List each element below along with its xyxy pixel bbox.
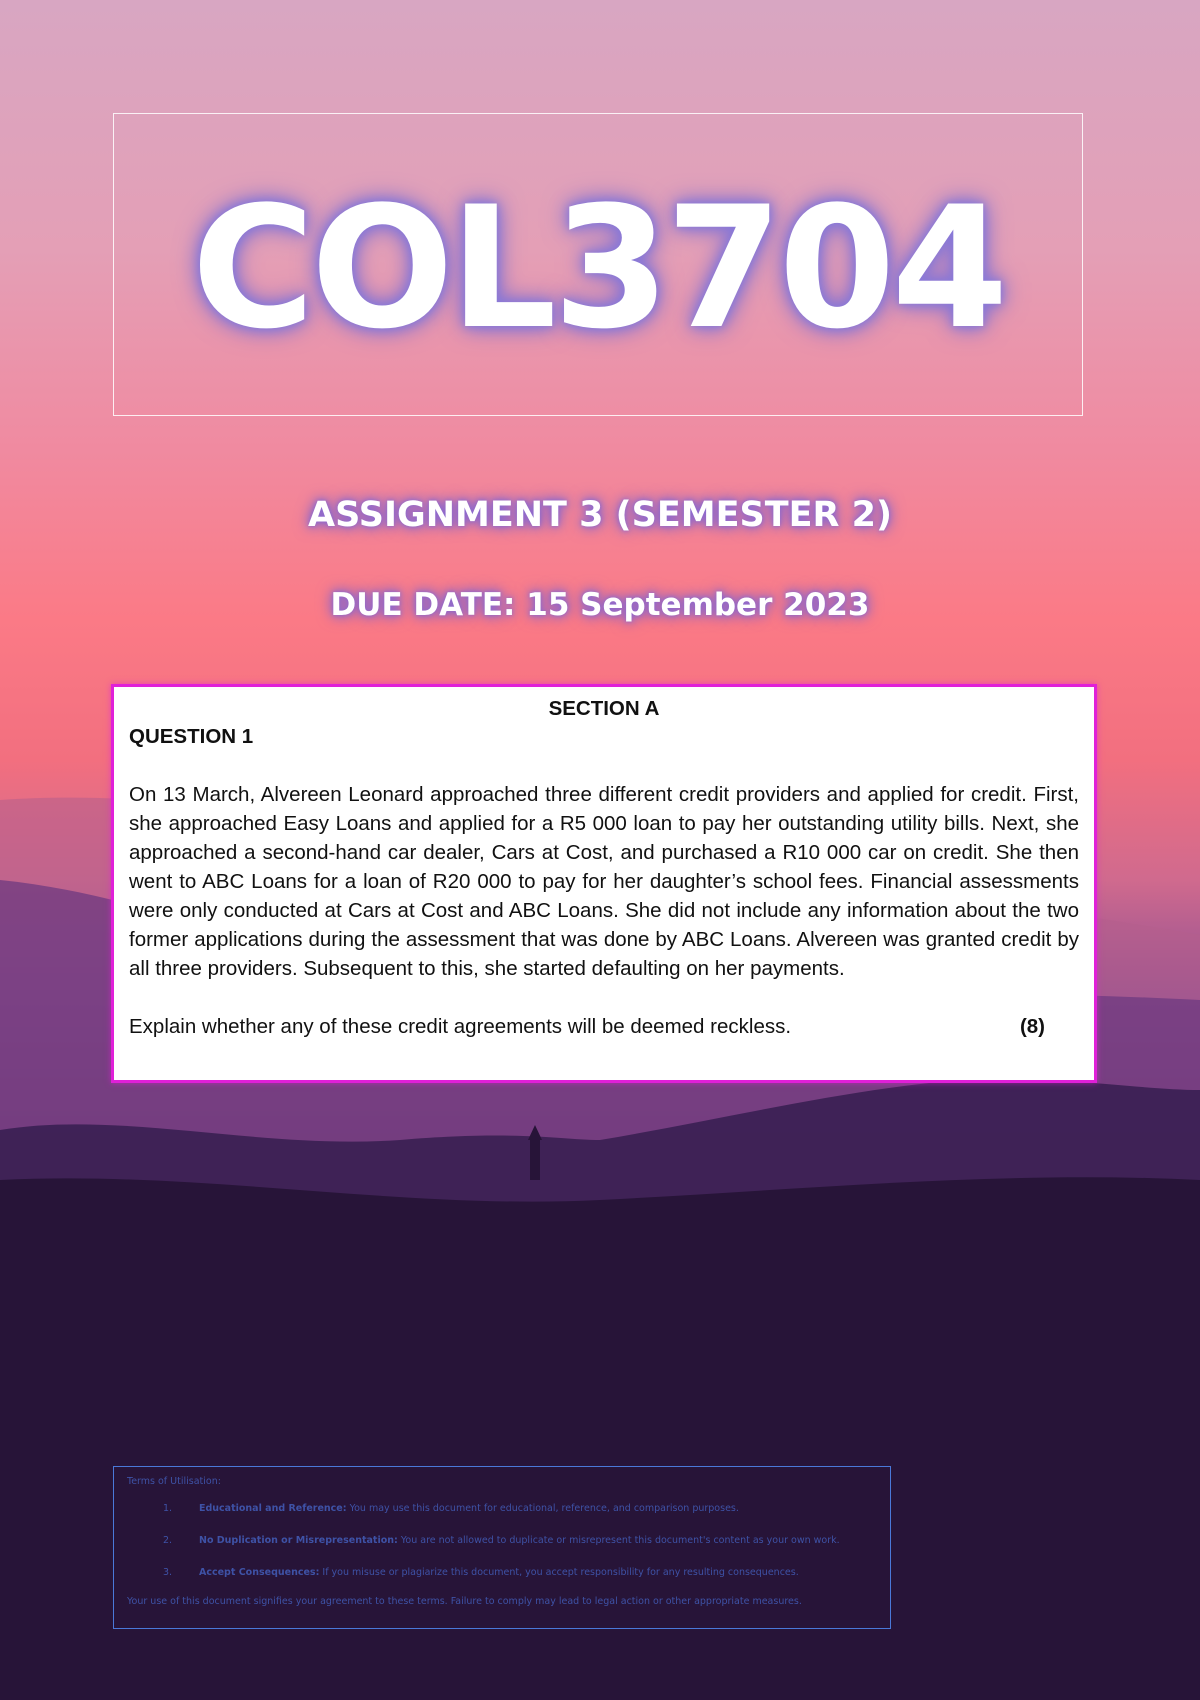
section-title: SECTION A xyxy=(548,697,660,720)
question-prompt: Explain whether any of these credit agreements will be deemed reckless. xyxy=(129,1015,792,1038)
question-prompt-row xyxy=(129,1012,1079,1041)
terms-item-description: If you misuse or plagiarize this document, you accept responsibility for any resulting consequences. xyxy=(319,1567,799,1578)
terms-item-title: No Duplication or Misrepresentation: xyxy=(199,1535,398,1546)
terms-footer: Your use of this document signifies your agreement to these terms. Failure to comply may lead to legal action or other appropriate measures. xyxy=(127,1596,802,1607)
terms-list xyxy=(127,1503,877,1578)
terms-item-description: You are not allowed to duplicate or misrepresent this document's content as your own work. xyxy=(397,1535,840,1546)
course-code-title: COL3704 xyxy=(191,170,1005,366)
terms-item-description: You may use this document for educational, reference, and comparison purposes. xyxy=(346,1503,739,1514)
due-date: DUE DATE: 15 September 2023 xyxy=(330,587,870,623)
question-body: On 13 March, Alvereen Leonard approached three different credit providers and applied for credit. First, she approached Easy Loans and applied for a R5 000 loan to pay her outstanding utility bills. Next, she approached a second-hand car dealer, Cars at Cost, and purchased a R10 000 car on credit. She then went to ABC Loans for a loan of R20 000 to pay for her daughter’s school fees. Financial assessments were only conducted at Cars at Cost and ABC Loans. She did not include any information about the two former applications during the assessment that was done by ABC Loans. Alvereen was granted credit by all three providers. Subsequent to this, she started defaulting on her payments. xyxy=(129,783,1079,980)
terms-item-number: 3. xyxy=(163,1567,173,1578)
question-title: QUESTION 1 xyxy=(129,725,254,748)
question-box xyxy=(111,684,1097,1083)
terms-item-text xyxy=(199,1503,739,1514)
terms-item-number: 2. xyxy=(163,1535,173,1546)
terms-box xyxy=(113,1466,891,1629)
terms-item-number: 1. xyxy=(163,1503,173,1514)
terms-heading: Terms of Utilisation: xyxy=(127,1476,221,1487)
terms-item-title: Accept Consequences: xyxy=(199,1567,320,1578)
terms-item-text xyxy=(199,1567,799,1578)
terms-item-title: Educational and Reference: xyxy=(199,1503,347,1514)
terms-item xyxy=(127,1567,877,1578)
terms-item xyxy=(127,1503,877,1514)
assignment-title: ASSIGNMENT 3 (SEMESTER 2) xyxy=(308,495,892,535)
terms-item xyxy=(127,1535,877,1546)
terms-item-text xyxy=(199,1535,840,1546)
question-marks: (8) xyxy=(1019,1015,1045,1038)
